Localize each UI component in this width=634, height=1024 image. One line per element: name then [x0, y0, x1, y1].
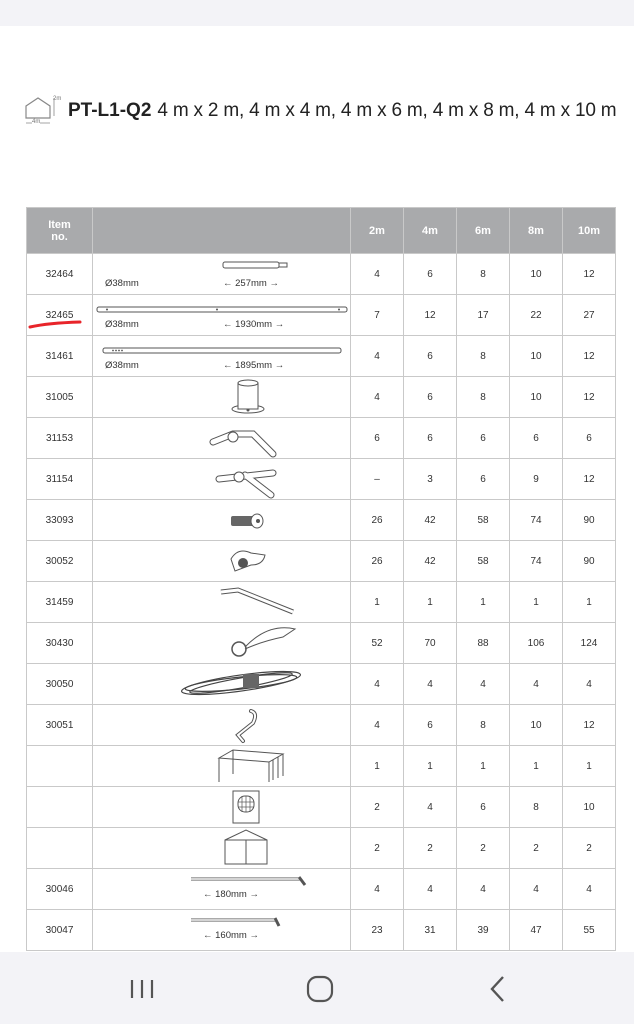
quantity-cell-6m: 58	[457, 541, 510, 582]
table-row	[27, 910, 616, 951]
item-number-cell: 30050	[27, 664, 93, 705]
item-number-cell: 30051	[27, 705, 93, 746]
table-row	[27, 787, 616, 828]
quantity-cell-10m: 12	[563, 336, 616, 377]
table-row	[27, 336, 616, 377]
quantity-cell-2m: –	[351, 459, 404, 500]
quantity-cell-10m: 4	[563, 869, 616, 910]
quantity-cell-4m: 4	[404, 869, 457, 910]
quantity-cell-8m: 106	[510, 623, 563, 664]
quantity-cell-6m: 4	[457, 869, 510, 910]
size-list: 4 m x 2 m, 4 m x 4 m, 4 m x 6 m, 4 m x 8 m, 4 m x 10 m	[157, 100, 617, 121]
quantity-cell-8m: 74	[510, 541, 563, 582]
item-no-header: Item no.	[27, 208, 93, 254]
quantity-cell-2m: 6	[351, 418, 404, 459]
part-picture-cell	[93, 254, 351, 295]
tent-size-badge-icon	[24, 94, 64, 128]
item-number-cell	[27, 746, 93, 787]
quantity-cell-4m: 2	[404, 828, 457, 869]
quantity-cell-2m: 2	[351, 828, 404, 869]
quantity-cell-2m: 4	[351, 336, 404, 377]
quantity-cell-8m: 22	[510, 295, 563, 336]
quantity-cell-8m: 4	[510, 664, 563, 705]
quantity-cell-2m: 7	[351, 295, 404, 336]
part-picture-cell	[93, 910, 351, 951]
quantity-cell-8m: 1	[510, 582, 563, 623]
part-picture-cell	[93, 705, 351, 746]
table-row	[27, 295, 616, 336]
quantity-cell-10m: 2	[563, 828, 616, 869]
window-wall-icon	[93, 787, 351, 827]
item-number-cell: 33093	[27, 500, 93, 541]
part-picture-cell	[93, 377, 351, 418]
quantity-cell-6m: 6	[457, 787, 510, 828]
home-icon[interactable]	[300, 972, 340, 1006]
table-row	[27, 377, 616, 418]
bungee-ball-icon	[93, 623, 351, 663]
badge-width-label: 4m	[32, 119, 41, 125]
part-picture-cell	[93, 623, 351, 664]
part-picture-cell	[93, 828, 351, 869]
quantity-cell-6m: 58	[457, 500, 510, 541]
quantity-cell-6m: 8	[457, 377, 510, 418]
length-label: ← 160mm →	[203, 930, 259, 941]
quantity-cell-2m: 4	[351, 254, 404, 295]
quantity-cell-8m: 4	[510, 869, 563, 910]
quantity-cell-6m: 8	[457, 705, 510, 746]
table-row	[27, 746, 616, 787]
quantity-cell-2m: 2	[351, 787, 404, 828]
quantity-cell-2m: 52	[351, 623, 404, 664]
diameter-label: Ø38mm	[105, 360, 139, 371]
length-label: ← 180mm →	[203, 889, 259, 900]
hook-icon	[93, 705, 351, 745]
table-row	[27, 500, 616, 541]
table-header-row	[27, 208, 616, 254]
quantity-cell-6m: 39	[457, 910, 510, 951]
quantity-cell-4m: 1	[404, 746, 457, 787]
quantity-cell-10m: 1	[563, 582, 616, 623]
foot-plate-icon	[93, 377, 351, 417]
rope-coil-icon	[93, 664, 351, 704]
quantity-cell-8m: 10	[510, 254, 563, 295]
quantity-cell-6m: 88	[457, 623, 510, 664]
quantity-cell-4m: 6	[404, 418, 457, 459]
part-picture-cell	[93, 746, 351, 787]
t-connector-icon	[93, 459, 351, 499]
quantity-cell-4m: 70	[404, 623, 457, 664]
gable-end-icon	[93, 828, 351, 868]
quantity-cell-4m: 6	[404, 377, 457, 418]
quantity-cell-2m: 26	[351, 500, 404, 541]
recent-apps-icon[interactable]	[122, 972, 162, 1006]
back-icon[interactable]	[478, 972, 518, 1006]
part-picture-cell	[93, 500, 351, 541]
table-row	[27, 664, 616, 705]
size-header-2m: 2m	[351, 208, 404, 254]
item-number-cell: 31461	[27, 336, 93, 377]
quantity-cell-8m: 6	[510, 418, 563, 459]
part-picture-cell	[93, 336, 351, 377]
allen-key-icon	[93, 582, 351, 622]
quantity-cell-6m: 17	[457, 295, 510, 336]
item-number-cell: 31153	[27, 418, 93, 459]
quantity-cell-4m: 6	[404, 336, 457, 377]
part-picture-cell	[93, 418, 351, 459]
quantity-cell-8m: 74	[510, 500, 563, 541]
item-number-cell: 31154	[27, 459, 93, 500]
quantity-cell-2m: 26	[351, 541, 404, 582]
quantity-cell-4m: 31	[404, 910, 457, 951]
quantity-cell-6m: 6	[457, 418, 510, 459]
parts-table	[26, 207, 616, 951]
top-status-strip	[0, 0, 634, 26]
size-header-6m: 6m	[457, 208, 510, 254]
part-picture-cell	[93, 459, 351, 500]
quantity-cell-10m: 124	[563, 623, 616, 664]
item-number-cell: 32465	[27, 295, 93, 336]
quantity-cell-10m: 12	[563, 254, 616, 295]
wing-nut-icon	[93, 541, 351, 581]
table-row	[27, 828, 616, 869]
size-header-4m: 4m	[404, 208, 457, 254]
table-row	[27, 582, 616, 623]
table-row	[27, 623, 616, 664]
quantity-cell-2m: 4	[351, 377, 404, 418]
quantity-cell-10m: 6	[563, 418, 616, 459]
quantity-cell-10m: 12	[563, 377, 616, 418]
quantity-cell-8m: 9	[510, 459, 563, 500]
quantity-cell-6m: 8	[457, 254, 510, 295]
item-number-cell	[27, 828, 93, 869]
item-number-cell: 30046	[27, 869, 93, 910]
quantity-cell-2m: 4	[351, 705, 404, 746]
quantity-cell-4m: 12	[404, 295, 457, 336]
quantity-cell-4m: 42	[404, 541, 457, 582]
quantity-cell-4m: 42	[404, 500, 457, 541]
item-number-cell: 30052	[27, 541, 93, 582]
quantity-cell-8m: 2	[510, 828, 563, 869]
quantity-cell-6m: 2	[457, 828, 510, 869]
quantity-cell-8m: 47	[510, 910, 563, 951]
picture-header	[93, 208, 351, 254]
model-code: PT-L1-Q2	[68, 100, 152, 121]
part-picture-cell	[93, 869, 351, 910]
quantity-cell-10m: 90	[563, 500, 616, 541]
quantity-cell-8m: 10	[510, 336, 563, 377]
quantity-cell-6m: 4	[457, 664, 510, 705]
quantity-cell-6m: 8	[457, 336, 510, 377]
bolt-icon	[93, 500, 351, 540]
corner-connector-icon	[93, 418, 351, 458]
quantity-cell-10m: 12	[563, 459, 616, 500]
quantity-cell-4m: 6	[404, 254, 457, 295]
quantity-cell-8m: 1	[510, 746, 563, 787]
android-nav-bar	[0, 952, 634, 1024]
length-label: ← 1930mm →	[223, 319, 285, 330]
quantity-cell-10m: 1	[563, 746, 616, 787]
quantity-cell-10m: 90	[563, 541, 616, 582]
diameter-label: Ø38mm	[105, 319, 139, 330]
quantity-cell-10m: 4	[563, 664, 616, 705]
quantity-cell-8m: 10	[510, 705, 563, 746]
length-label: ← 257mm →	[223, 278, 279, 289]
item-number-cell: 30430	[27, 623, 93, 664]
table-row	[27, 541, 616, 582]
part-picture-cell	[93, 787, 351, 828]
part-picture-cell	[93, 664, 351, 705]
quantity-cell-2m: 23	[351, 910, 404, 951]
length-label: ← 1895mm →	[223, 360, 285, 371]
part-picture-cell	[93, 582, 351, 623]
roof-cover-icon	[93, 746, 351, 786]
quantity-cell-8m: 10	[510, 377, 563, 418]
quantity-cell-4m: 4	[404, 664, 457, 705]
item-number-cell: 32464	[27, 254, 93, 295]
quantity-cell-6m: 1	[457, 746, 510, 787]
quantity-cell-2m: 4	[351, 664, 404, 705]
item-number-cell: 30047	[27, 910, 93, 951]
quantity-cell-2m: 4	[351, 869, 404, 910]
size-header-8m: 8m	[510, 208, 563, 254]
quantity-cell-2m: 1	[351, 746, 404, 787]
quantity-cell-2m: 1	[351, 582, 404, 623]
item-number-cell	[27, 787, 93, 828]
table-row	[27, 254, 616, 295]
quantity-cell-10m: 55	[563, 910, 616, 951]
item-number-cell: 31459	[27, 582, 93, 623]
part-picture-cell	[93, 541, 351, 582]
table-row	[27, 705, 616, 746]
quantity-cell-4m: 4	[404, 787, 457, 828]
quantity-cell-8m: 8	[510, 787, 563, 828]
table-row	[27, 418, 616, 459]
table-row	[27, 869, 616, 910]
title-bar	[24, 94, 616, 128]
part-picture-cell	[93, 295, 351, 336]
quantity-cell-4m: 6	[404, 705, 457, 746]
table-row	[27, 459, 616, 500]
badge-height-label: 2m	[53, 96, 62, 102]
size-header-10m: 10m	[563, 208, 616, 254]
quantity-cell-4m: 3	[404, 459, 457, 500]
quantity-cell-10m: 10	[563, 787, 616, 828]
diameter-label: Ø38mm	[105, 278, 139, 289]
quantity-cell-6m: 1	[457, 582, 510, 623]
quantity-cell-6m: 6	[457, 459, 510, 500]
quantity-cell-10m: 27	[563, 295, 616, 336]
item-number-cell: 31005	[27, 377, 93, 418]
quantity-cell-10m: 12	[563, 705, 616, 746]
quantity-cell-4m: 1	[404, 582, 457, 623]
